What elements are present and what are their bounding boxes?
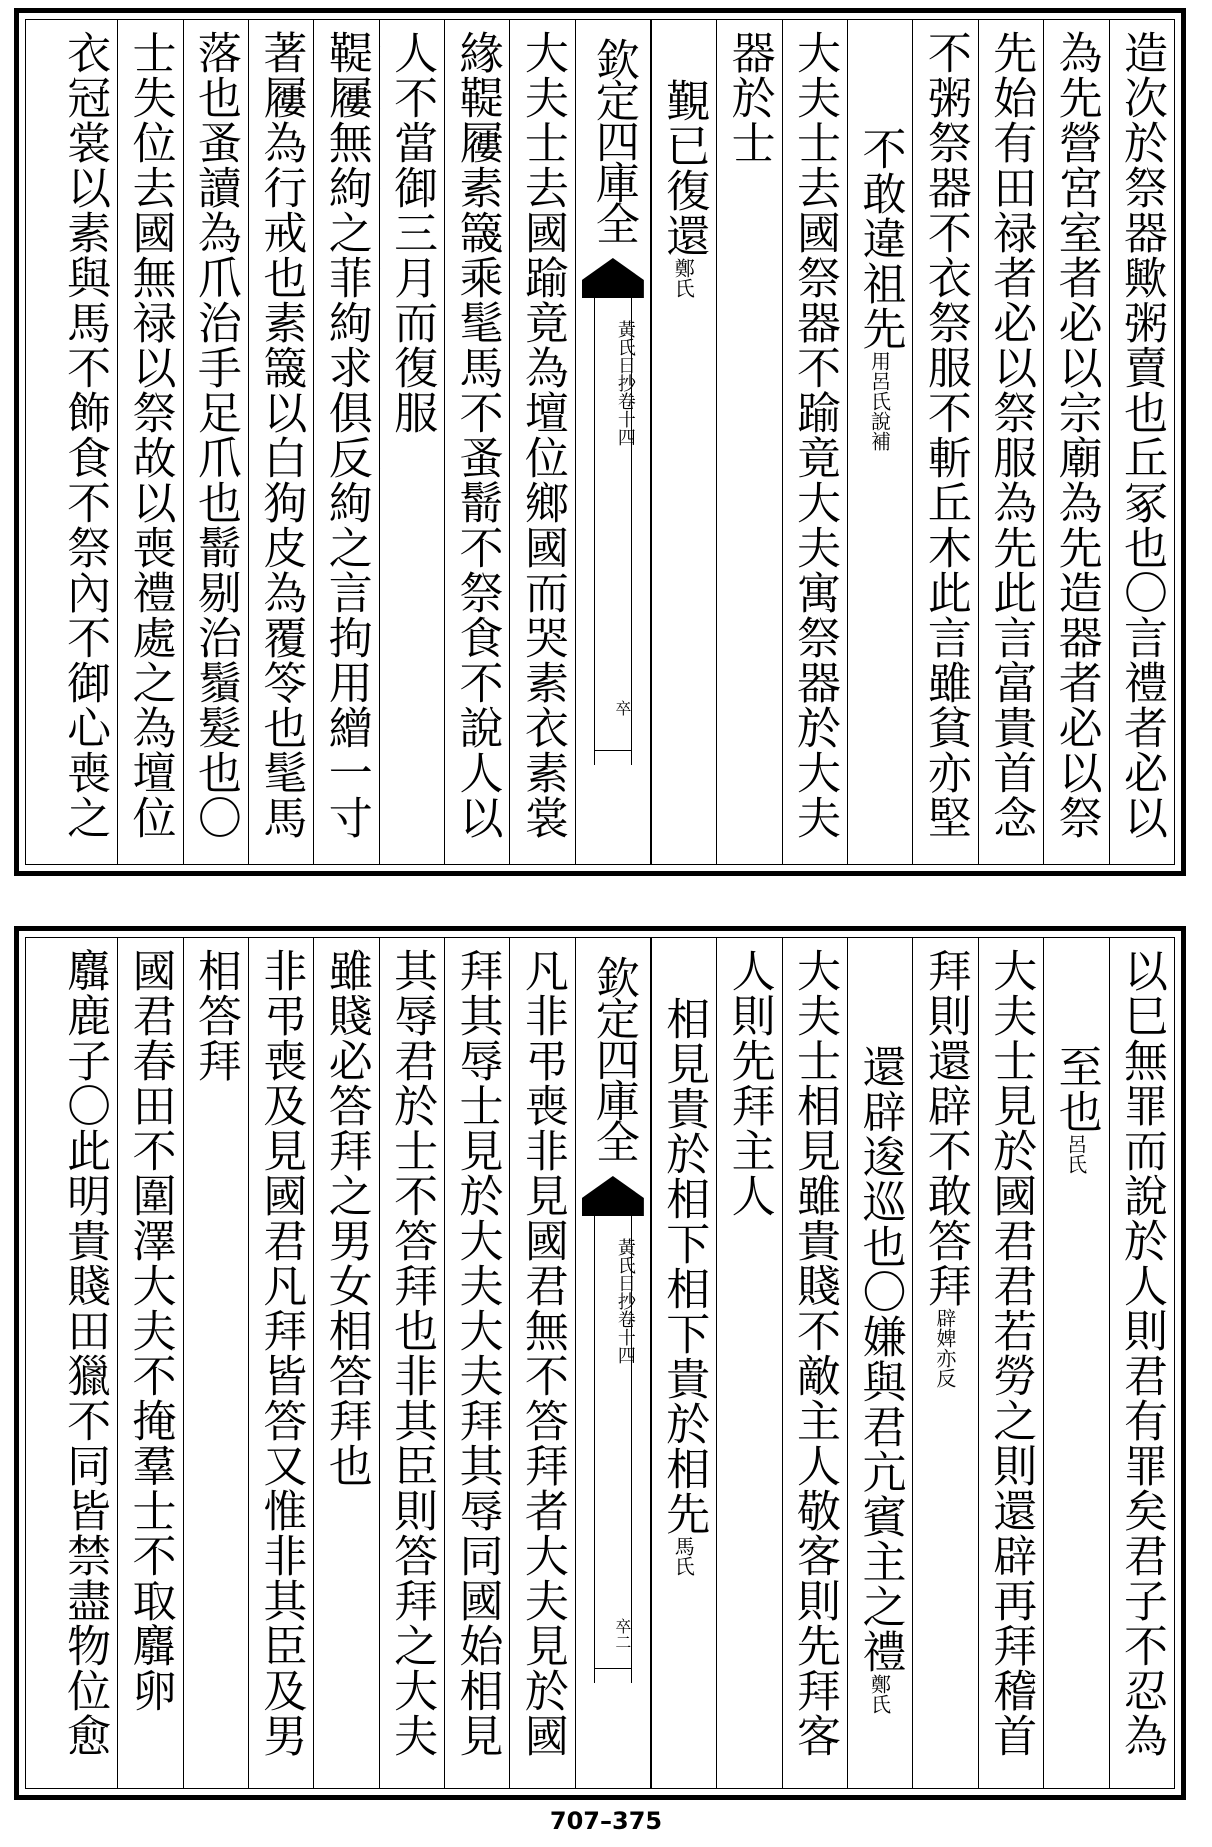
column-text: 不敢違祖先: [854, 126, 906, 351]
column-annotation: 用呂氏說補: [867, 351, 892, 451]
text-column: [782, 938, 847, 1788]
text-column: [313, 938, 378, 1788]
text-column: [379, 20, 444, 864]
text-column: [847, 938, 912, 1788]
column-annotation: 鄭氏: [671, 258, 696, 298]
text-column: [313, 20, 378, 864]
banner-source: 黃氏日抄卷十四: [614, 320, 636, 446]
column-text: 衣冠裳以素與馬不飾食不祭內不御心喪之: [59, 30, 111, 840]
text-column: [379, 938, 444, 1788]
text-column: [1043, 20, 1108, 864]
column-text: 先始有田禄者必以祭服為先此言富貴首念: [985, 30, 1037, 840]
column-text: 拜則還辟不敢答拜: [919, 948, 971, 1308]
fish-tail-mark-icon: [582, 258, 644, 298]
text-column: [183, 938, 248, 1788]
column-text: 雖賤必答拜之男女相答拜也: [320, 948, 372, 1488]
text-column: [52, 938, 117, 1788]
column-annotation: 辟婢亦反: [932, 1308, 957, 1388]
text-column: [444, 938, 509, 1788]
column-text: 器於士: [723, 30, 775, 165]
banner-bottom-rule: [594, 750, 632, 755]
text-column: [651, 938, 716, 1788]
top-page: [14, 8, 1186, 876]
column-text: 至也: [1050, 1044, 1102, 1134]
column-text: 鞮屨無絇之菲絇求俱反絇之言拘用繒一寸: [320, 30, 372, 840]
column-text: 大夫士去國祭器不踰竟大夫寓祭器於大夫: [789, 30, 841, 840]
text-column: [1109, 938, 1174, 1788]
fish-tail-mark-icon: [582, 1176, 644, 1216]
text-column: [1109, 20, 1174, 864]
text-column: [248, 938, 313, 1788]
bottom-page: [14, 926, 1186, 1800]
column-text: 大夫士見於國君君若勞之則還辟再拜稽首: [985, 948, 1037, 1758]
column-text: 非弔喪及見國君凡拜皆答又惟非其臣及男: [255, 948, 307, 1758]
text-column: [912, 938, 977, 1788]
column-text: 不粥祭器不衣祭服不斬丘木此言雖貧亦堅: [919, 30, 971, 840]
column-text: 著屨為行戒也素簚以白狗皮為覆笭也髦馬: [255, 30, 307, 840]
top-text-columns: [26, 20, 1174, 864]
text-column: [183, 20, 248, 864]
bottom-text-columns: [26, 938, 1174, 1788]
text-column: [978, 20, 1043, 864]
column-text: 大夫士去國踰竟為壇位鄉國而哭素衣素裳: [516, 30, 568, 840]
banner-page-number: 卒: [612, 700, 632, 716]
text-column: [651, 20, 716, 864]
text-column: [782, 20, 847, 864]
column-text: 國君春田不圍澤大夫不掩羣士不取麛卵: [124, 948, 176, 1713]
column-text: 麛鹿子〇此明貴賤田獵不同皆禁盡物位愈: [59, 948, 111, 1758]
center-banner: [575, 938, 651, 1788]
column-text: 人則先拜主人: [723, 948, 775, 1218]
column-annotation: 鄭氏: [867, 1674, 892, 1714]
column-text: 造次於祭器歟粥賣也丘冢也〇言禮者必以: [1116, 30, 1167, 840]
center-banner: [575, 20, 651, 864]
text-column: [509, 938, 574, 1788]
text-column: [1043, 938, 1108, 1788]
column-text: 相答拜: [189, 948, 241, 1083]
column-text: 為先營宮室者必以宗廟為先造器者必以祭: [1050, 30, 1102, 840]
banner-title: 欽定四庫全: [587, 36, 639, 242]
column-annotation: 呂氏: [1063, 1134, 1088, 1174]
banner-page-number: 卒二: [612, 1618, 632, 1650]
column-text: 緣鞮屨素簚乘髦馬不蚤鬋不祭食不說人以: [451, 30, 503, 840]
column-text: 落也蚤讀為爪治手足爪也鬋剔治鬚髮也〇: [189, 30, 241, 840]
column-text: 大夫士相見雖貴賤不敵主人敬客則先拜客: [789, 948, 841, 1758]
column-text: 相見貴於相下相下貴於相先: [658, 996, 710, 1536]
column-text: 以巳無罪而說於人則君有罪矣君子不忍為: [1116, 948, 1167, 1758]
text-column: [509, 20, 574, 864]
text-column: [978, 938, 1043, 1788]
text-column: [248, 20, 313, 864]
column-text: 凡非弔喪非見國君無不答拜者大夫見於國: [516, 948, 568, 1758]
banner-bottom-rule: [594, 1668, 632, 1673]
column-text: 還辟逡巡也〇嫌與君亢賓主之禮: [854, 1044, 906, 1674]
column-text: 士失位去國無禄以祭故以喪禮處之為壇位: [124, 30, 176, 840]
page-number-footer: 707–375: [549, 1807, 663, 1835]
text-column: [52, 20, 117, 864]
column-text: 其辱君於士不答拜也非其臣則答拜之大夫: [386, 948, 438, 1758]
banner-title: 欽定四庫全: [587, 954, 639, 1160]
text-column: [117, 938, 182, 1788]
text-column: [912, 20, 977, 864]
text-column: [117, 20, 182, 864]
column-annotation: 馬氏: [671, 1536, 696, 1576]
text-column: [716, 20, 781, 864]
text-column: [847, 20, 912, 864]
column-text: 覲已復還: [658, 78, 710, 258]
column-text: 拜其辱士見於大夫大夫拜其辱同國始相見: [451, 948, 503, 1758]
column-text: 人不當御三月而復服: [386, 30, 438, 435]
banner-source: 黃氏日抄卷十四: [614, 1238, 636, 1364]
text-column: [444, 20, 509, 864]
text-column: [716, 938, 781, 1788]
